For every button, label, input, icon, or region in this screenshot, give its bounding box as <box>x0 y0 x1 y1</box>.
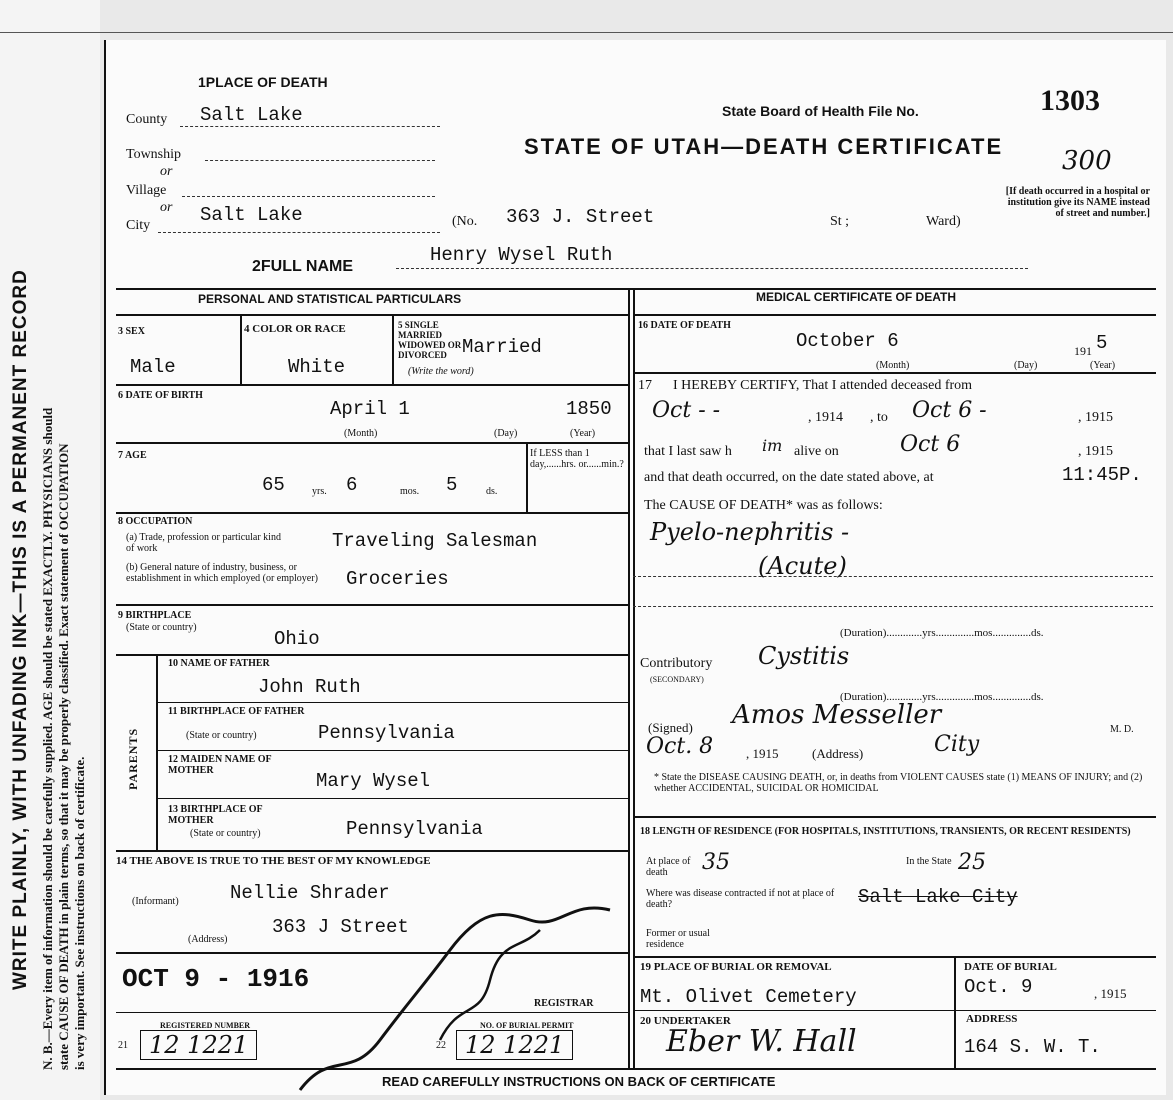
certify-text: 17 I HEREBY CERTIFY, That I attended deceased from <box>638 378 973 393</box>
occupation-label: 8 OCCUPATION <box>118 516 193 527</box>
age-months: 6 <box>346 474 358 496</box>
registered-number-label: REGISTERED NUMBER <box>160 1021 251 1030</box>
birthplace-label: 9 BIRTHPLACE <box>118 610 192 621</box>
former-residence-label: Former or usual residence <box>646 928 710 950</box>
in-state-label: In the State <box>906 856 952 867</box>
county-value: Salt Lake <box>200 104 303 126</box>
line-22-number: 22 <box>436 1040 446 1051</box>
attended-from-year: , 1914 <box>808 410 843 425</box>
dob-year: 1850 <box>566 398 612 420</box>
margin-column <box>0 0 100 1100</box>
to-label: , to <box>870 410 888 425</box>
last-saw-label: that I last saw h <box>644 444 732 459</box>
file-number-label: State Board of Health File No. <box>722 103 919 119</box>
dod-month-caption: (Month) <box>876 360 910 371</box>
undertaker-address-label: ADDRESS <box>966 1013 1018 1025</box>
st-label: St ; <box>830 214 850 229</box>
burial-date-value: Oct. 9 <box>964 976 1033 998</box>
dob-year-caption: (Year) <box>570 428 596 439</box>
color-divider <box>392 314 394 384</box>
cause-of-death: Pyelo-nephritis - <box>650 518 850 546</box>
footer-instructions: READ CAREFULLY INSTRUCTIONS ON BACK OF CERTIFICATE <box>382 1074 776 1089</box>
city-value: Salt Lake <box>200 204 303 226</box>
row-rule-3 <box>116 512 628 514</box>
age-label: 7 AGE <box>118 450 147 461</box>
registrar-label: REGISTRAR <box>534 998 594 1009</box>
knowledge-label: 14 THE ABOVE IS TRUE TO THE BEST OF MY KNOWLEDGE <box>116 855 431 867</box>
age-mos-caption: mos. <box>400 486 420 497</box>
cause-heading: The CAUSE OF DEATH* was as follows: <box>644 498 883 513</box>
township-label: Township <box>126 147 182 162</box>
occupation-b-label: (b) General nature of industry, business, or establishment in which employed (or employer) <box>126 562 318 584</box>
informant-label: (Informant) <box>132 896 179 907</box>
age-days: 5 <box>446 474 458 496</box>
row-rule-5 <box>116 654 628 656</box>
time-of-death: 11:45P. <box>1062 464 1142 486</box>
age-years: 65 <box>262 474 285 496</box>
age-divider <box>526 442 528 512</box>
undertaker-address-value: 164 S. W. T. <box>964 1036 1101 1058</box>
personal-heading-rule <box>116 314 628 316</box>
birthplace-value: Ohio <box>274 628 320 650</box>
undertaker-label: 20 UNDERTAKER <box>640 1015 731 1027</box>
father-birthplace-sub: (State or country) <box>186 730 257 741</box>
row-rule-6 <box>156 702 628 703</box>
sex-label: 3 SEX <box>118 326 145 337</box>
certificate-title: STATE OF UTAH—DEATH CERTIFICATE <box>524 134 1004 159</box>
city-line <box>158 232 440 233</box>
grid-top <box>116 288 1156 290</box>
father-birthplace-label: 11 BIRTHPLACE OF FATHER <box>168 706 305 717</box>
burial-date-label: DATE OF BURIAL <box>964 961 1057 973</box>
date-of-death-value: October 6 <box>796 330 899 352</box>
county-label: County <box>126 112 168 127</box>
row-rule-9 <box>116 850 628 852</box>
grid-bottom <box>116 1068 1156 1070</box>
row-rule-2 <box>116 442 628 444</box>
village-label: Village <box>126 183 167 198</box>
institution-note: [If death occurred in a hospital or institution give its NAME instead of street and number.] <box>1005 186 1150 219</box>
father-label: 10 NAME OF FATHER <box>168 658 270 669</box>
marital-label: 5 SINGLE MARRIED WIDOWED OR DIVORCED <box>398 320 462 360</box>
street-value: 363 J. Street <box>506 206 655 228</box>
nb-line-2: state CAUSE OF DEATH in plain terms, so that it may be properly classified. Exact statement of OCCUPATION <box>56 443 71 1070</box>
dob-label: 6 DATE OF BIRTH <box>118 390 203 401</box>
signed-year: , 1915 <box>746 746 779 761</box>
occupation-b-value: Groceries <box>346 568 449 590</box>
mother-birthplace-sub: (State or country) <box>190 828 261 839</box>
cause-line-2 <box>633 606 1153 607</box>
dod-year-caption: (Year) <box>1090 360 1116 371</box>
sex-divider <box>240 314 242 384</box>
signed-address: City <box>934 732 980 757</box>
medical-heading: MEDICAL CERTIFICATE OF DEATH <box>756 290 956 304</box>
md-label: M. D. <box>1110 724 1134 735</box>
filed-date-stamp: OCT 9 - 1916 <box>122 964 310 994</box>
father-value: John Ruth <box>258 676 361 698</box>
signed-label: (Signed) <box>648 720 693 735</box>
medical-rule-3 <box>633 956 1156 958</box>
disease-contracted-value: Salt Lake City <box>858 886 1018 908</box>
nb-line-3: is very important. See instructions on back of certificate. <box>72 756 87 1070</box>
registered-number-value: 12 1221 <box>140 1030 257 1060</box>
sex-value: Male <box>130 356 176 378</box>
date-of-death-label: 16 DATE OF DEATH <box>638 320 731 331</box>
occupation-a-value: Traveling Salesman <box>332 530 538 552</box>
mother-value: Mary Wysel <box>316 770 431 792</box>
informant-value: Nellie Shrader <box>230 882 390 904</box>
line-21-number: 21 <box>118 1040 128 1051</box>
burial-permit-label: NO. OF BURIAL PERMIT <box>480 1021 574 1030</box>
burial-divider <box>954 956 956 1068</box>
center-divider-2 <box>633 288 635 1068</box>
last-saw-date: Oct 6 <box>900 432 961 457</box>
mother-label: 12 MAIDEN NAME OF MOTHER <box>168 754 272 776</box>
burial-year: , 1915 <box>1094 986 1127 1001</box>
marital-note: (Write the word) <box>408 366 474 377</box>
row-rule-4 <box>116 604 628 606</box>
nb-line-1: N. B.—Every item of information should be carefully supplied. AGE should be stated EXACTLY. PHYSICIANS should <box>40 407 55 1070</box>
burial-permit-value: 12 1221 <box>456 1030 573 1060</box>
or-2: or <box>160 200 173 215</box>
last-saw-him: im <box>762 436 783 455</box>
age-yrs-caption: yrs. <box>312 486 327 497</box>
medical-rule-4 <box>633 1010 1156 1011</box>
last-saw-year: , 1915 <box>1078 444 1113 459</box>
residence-state-years: 25 <box>958 850 986 875</box>
date-of-death-year-prefix: 191 <box>1074 344 1092 358</box>
dod-day-caption: (Day) <box>1014 360 1038 371</box>
father-birthplace-value: Pennsylvania <box>318 722 455 744</box>
cause-footnote: * State the DISEASE CAUSING DEATH, or, in deaths from VIOLENT CAUSES state (1) MEANS OF INJURY; and (2) whether ACCIDENTAL, SUICIDAL OR HOMICIDAL <box>654 772 1143 794</box>
disease-contracted-label: Where was disease contracted if not at place of death? <box>646 888 835 910</box>
place-of-death-heading: 1PLACE OF DEATH <box>198 74 328 90</box>
contributory-value: Cystitis <box>758 642 850 670</box>
duration-line-1: (Duration).............yrs..............mos..............ds. <box>840 627 1044 639</box>
stamp-number: 300 <box>1062 146 1112 176</box>
color-label: 4 COLOR OR RACE <box>244 323 346 335</box>
undertaker-signature: Eber W. Hall <box>666 1024 857 1059</box>
row-rule-8 <box>156 798 628 799</box>
informant-address-value: 363 J Street <box>272 916 409 938</box>
physician-signature: Amos Messeller <box>732 700 942 730</box>
mother-birthplace-value: Pennsylvania <box>346 818 483 840</box>
or-1: or <box>160 164 173 179</box>
row-rule-1 <box>116 384 628 386</box>
parents-label: PARENTS <box>126 727 140 790</box>
dob-month-caption: (Month) <box>344 428 378 439</box>
residence-place-years: 35 <box>702 850 730 875</box>
burial-place-label: 19 PLACE OF BURIAL OR REMOVAL <box>640 961 832 973</box>
medical-rule-2 <box>633 816 1156 818</box>
death-occurred-label: and that death occurred, on the date stated above, at <box>644 470 934 485</box>
attended-from: Oct - - <box>652 398 721 423</box>
secondary-label: (SECONDARY) <box>650 675 704 684</box>
permanent-record-notice: WRITE PLAINLY, WITH UNFADING INK—THIS IS A PERMANENT RECORD <box>10 269 31 990</box>
top-edge <box>0 32 1173 33</box>
city-label: City <box>126 218 151 233</box>
signed-address-label: (Address) <box>812 746 864 761</box>
full-name-label: 2FULL NAME <box>252 258 354 275</box>
contributory-label: Contributory <box>640 656 713 671</box>
attended-to: Oct 6 - <box>912 398 987 423</box>
ward-label: Ward) <box>926 214 961 229</box>
parents-divider <box>156 654 158 850</box>
township-line <box>205 160 435 161</box>
duration-line-2: (Duration).............yrs..............mos..............ds. <box>840 691 1044 703</box>
medical-heading-rule <box>633 314 1156 316</box>
date-of-death-year: 5 <box>1096 332 1108 354</box>
signed-date: Oct. 8 <box>646 734 714 759</box>
burial-place-value: Mt. Olivet Cemetery <box>640 986 857 1008</box>
medical-rule-1 <box>633 372 1156 374</box>
attended-to-year: , 1915 <box>1078 410 1113 425</box>
dob-day-caption: (Day) <box>494 428 518 439</box>
village-line <box>182 196 435 197</box>
occupation-a-label: (a) Trade, profession or particular kind of work <box>126 532 281 554</box>
file-number: 1303 <box>1040 84 1100 117</box>
personal-heading: PERSONAL AND STATISTICAL PARTICULARS <box>198 292 462 306</box>
marital-value: Married <box>462 336 542 358</box>
full-name-line <box>396 268 1028 269</box>
mother-birthplace-label: 13 BIRTHPLACE OF MOTHER <box>168 804 263 826</box>
row-rule-7 <box>156 750 628 751</box>
color-value: White <box>288 356 346 378</box>
age-ds-caption: ds. <box>486 486 498 497</box>
residence-label: 18 LENGTH OF RESIDENCE (FOR HOSPITALS, INSTITUTIONS, TRANSIENTS, OR RECENT RESIDENTS) <box>640 826 1131 837</box>
less-than-day: If LESS than 1 day,......hrs. or......min.? <box>530 448 624 470</box>
cause-line-1 <box>633 576 1153 577</box>
birthplace-sub: (State or country) <box>126 622 197 633</box>
street-no-label: (No. <box>452 214 478 229</box>
cause-of-death-qualifier: (Acute) <box>758 552 847 580</box>
informant-address-label: (Address) <box>188 934 228 945</box>
dob-month-day: April 1 <box>330 398 410 420</box>
county-line <box>180 126 440 127</box>
alive-on-label: alive on <box>794 444 839 459</box>
at-place-label: At place of death <box>646 856 691 878</box>
full-name-value: Henry Wysel Ruth <box>430 244 613 266</box>
